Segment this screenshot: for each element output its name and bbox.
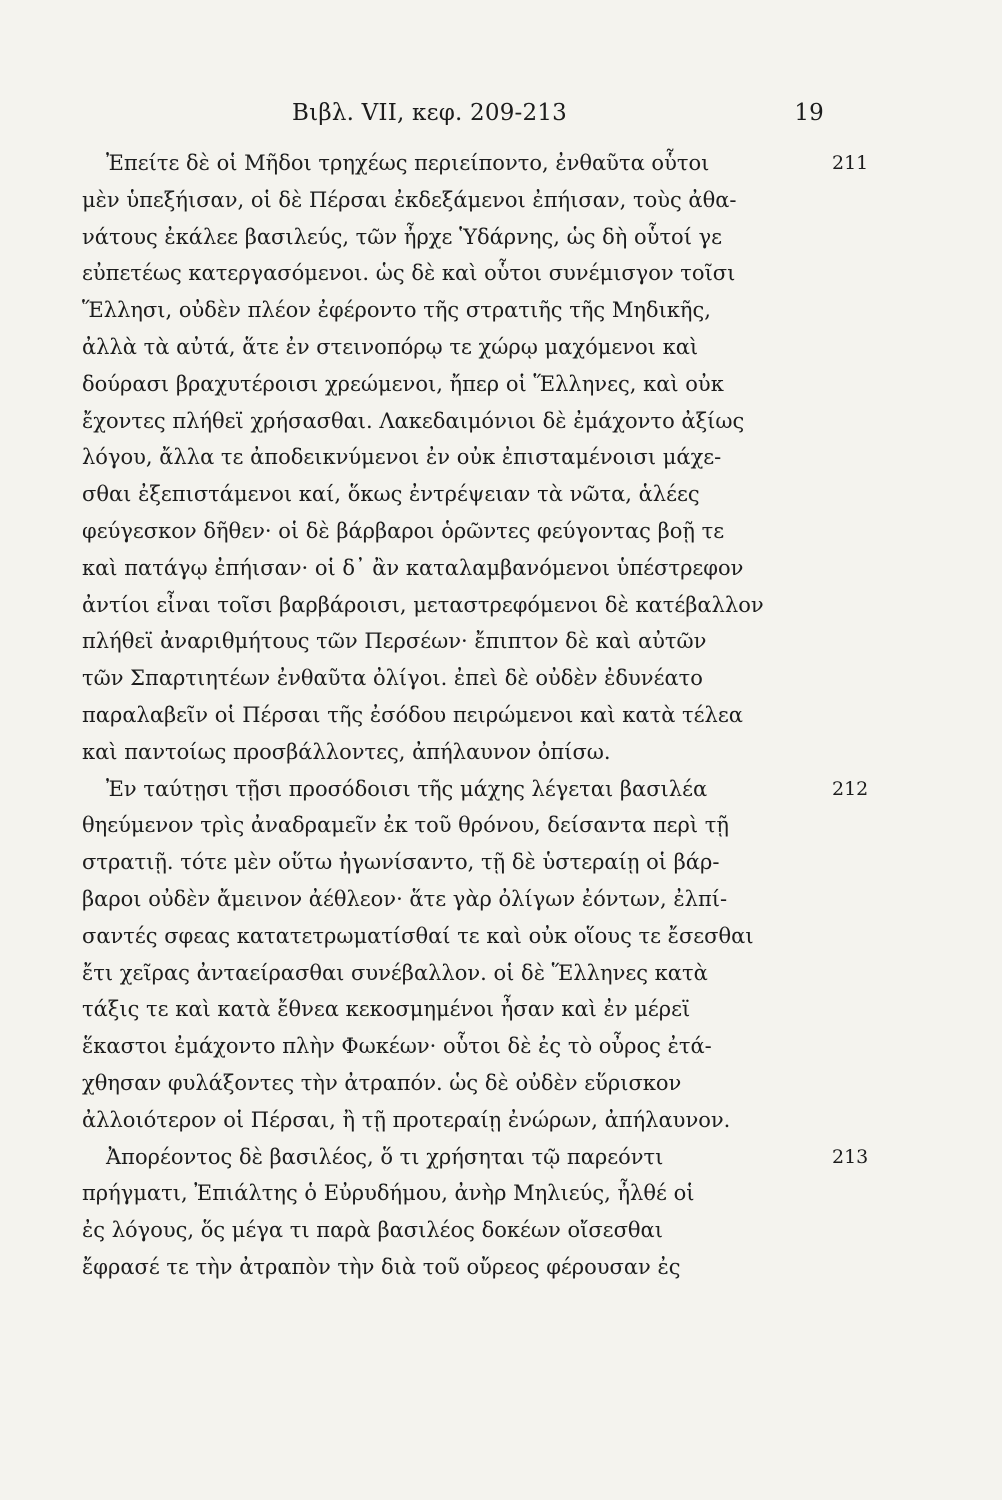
text-line: ἐς λόγους, ὅς μέγα τι παρὰ βασιλέος δοκέων οἴσεσθαι — [82, 1218, 663, 1243]
text-line: φεύγεσκον δῆθεν· οἱ δὲ βάρβαροι ὁρῶντες φεύγοντας βοῇ τε — [82, 518, 725, 543]
text-line: Ἀπορέοντος δὲ βασιλέος, ὅ τι χρήσηται τῷ παρεόντι — [106, 1144, 664, 1169]
text-line: τῶν Σπαρτιητέων ἐνθαῦτα ὀλίγοι. ἐπεὶ δὲ οὐδὲν ἐδυνέατο — [82, 666, 703, 691]
text-line: νάτους ἐκάλεε βασιλεύς, τῶν ἦρχε Ὑδάρνης, ὡς δὴ οὗτοί γε — [82, 224, 723, 249]
text-line: λόγου, ἄλλα τε ἀποδεικνύμενοι ἐν οὐκ ἐπισταμένοισι μάχε- — [82, 445, 722, 470]
chapter-number: 211 — [832, 152, 869, 174]
text-line: σαντές σφεας κατατετρωματίσθαί τε καὶ οὐκ οἵους τε ἔσεσθαι — [82, 923, 754, 948]
text-line: καὶ πατάγῳ ἐπήισαν· οἱ δ᾽ ἂν καταλαμβανόμενοι ὑπέστρεφον — [82, 555, 744, 580]
page-header — [82, 100, 824, 134]
text-line: παραλαβεῖν οἱ Πέρσαι τῆς ἐσόδου πειρώμενοι καὶ κατὰ τέλεα — [82, 702, 743, 727]
text-line: καὶ παντοίως προσβάλλοντες, ἀπήλαυνον ὀπίσω. — [82, 739, 611, 764]
text-line: θηεύμενον τρὶς ἀναδραμεῖν ἐκ τοῦ θρόνου, δείσαντα περὶ τῇ — [82, 813, 729, 838]
text-line: βαροι οὐδὲν ἄμεινον ἀέθλεον· ἅτε γὰρ ὀλίγων ἐόντων, ἐλπί- — [82, 886, 728, 911]
text-line: ἔφρασέ τε τὴν ἀτραπὸν τὴν διὰ τοῦ οὔρεος φέρουσαν ἐς — [82, 1254, 681, 1279]
text-line: πρήγματι, Ἐπιάλτης ὁ Εὐρυδήμου, ἀνὴρ Μηλιεύς, ἦλθέ οἱ — [82, 1181, 695, 1206]
text-line: δούρασι βραχυτέροισι χρεώμενοι, ἤπερ οἱ Ἕλληνες, καὶ οὐκ — [82, 371, 724, 396]
text-line: στρατιῇ. τότε μὲν οὕτω ἠγωνίσαντο, τῇ δὲ ὑστεραίῃ οἱ βάρ- — [82, 850, 720, 875]
text-line: ἔτι χεῖρας ἀνταείρασθαι συνέβαλλον. οἱ δὲ Ἕλληνες κατὰ — [82, 960, 708, 985]
text-line: εὐπετέως κατεργασόμενοι. ὡς δὲ καὶ οὗτοι συνέμισγον τοῖσι — [82, 261, 736, 286]
chapter-number: 213 — [832, 1145, 869, 1168]
text-line: Ἐν ταύτῃσι τῇσι προσόδοισι τῆς μάχης λέγεται βασιλέα — [106, 776, 708, 801]
text-line: σθαι ἐξεπιστάμενοι καί, ὅκως ἐντρέψειαν τὰ νῶτα, ἁλέες — [82, 482, 700, 507]
text-line: ἔχοντες πλήθεϊ χρήσασθαι. Λακεδαιμόνιοι δὲ ἐμάχοντο ἀξίως — [82, 408, 745, 433]
text-line: ἀλλοιότερον οἱ Πέρσαι, ἢ τῇ προτεραίῃ ἐνώρων, ἀπήλαυνον. — [82, 1107, 731, 1132]
running-title: Βιβλ. VII, κεφ. 209-213 — [292, 100, 568, 126]
text-line: χθησαν φυλάξοντες τὴν ἀτραπόν. ὡς δὲ οὐδὲν εὕρισκον — [82, 1070, 682, 1095]
text-line: ἕκαστοι ἐμάχοντο πλὴν Φωκέων· οὗτοι δὲ ἐς τὸ οὖρος ἐτά- — [82, 1034, 712, 1059]
text-line: ἀντίοι εἶναι τοῖσι βαρβάροισι, μεταστρεφόμενοι δὲ κατέβαλλον — [82, 592, 764, 617]
chapter-number: 212 — [832, 777, 869, 800]
text-line: μὲν ὑπεξήισαν, οἱ δὲ Πέρσαι ἐκδεξάμενοι ἐπήισαν, τοὺς ἀθα- — [82, 187, 737, 212]
text-line: ἀλλὰ τὰ αὐτά, ἅτε ἐν στεινοπόρῳ τε χώρῳ μαχόμενοι καὶ — [82, 334, 699, 359]
text-line: Ἐπείτε δὲ οἱ Μῆδοι τρηχέως περιείποντο, ἐνθαῦτα οὗτοι — [106, 151, 710, 175]
text-line: πλήθεϊ ἀναριθμήτους τῶν Περσέων· ἔπιπτον δὲ καὶ αὐτῶν — [82, 629, 707, 654]
text-line: τάξις τε καὶ κατὰ ἔθνεα κεκοσμημένοι ἦσαν καὶ ἐν μέρεϊ — [82, 997, 691, 1022]
main-text — [82, 145, 842, 1286]
page-number: 19 — [794, 100, 824, 126]
text-line: Ἕλλησι, οὐδὲν πλέον ἐφέροντο τῆς στρατιῆς τῆς Μηδικῆς, — [82, 298, 711, 323]
